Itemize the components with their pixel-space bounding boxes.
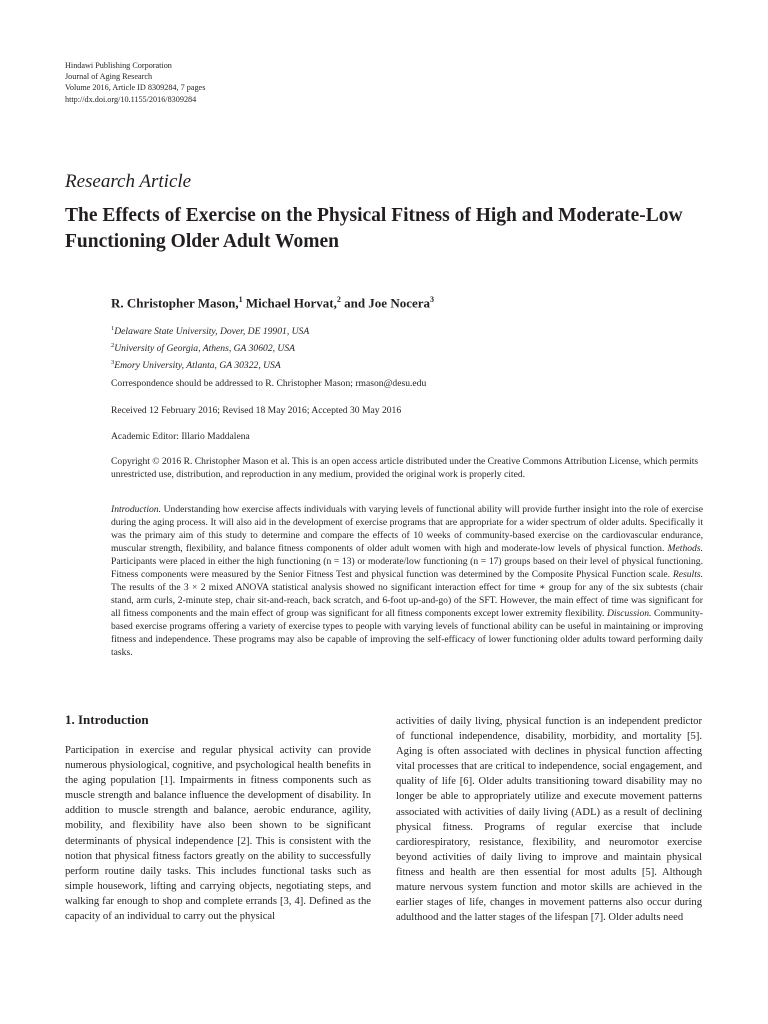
publisher-name: Hindawi Publishing Corporation — [65, 61, 172, 70]
abstract-methods-label: Methods. — [667, 543, 703, 554]
body-column-left: Participation in exercise and regular physical activity can provide numerous physiological, cognitive, and psychological health benefits in the aging population [1]. Impairments in fitness components such as muscle strength and balance influence the development of disability. In addition to muscle strength and balance, aerobic endurance, agility, mobility, and flexibility have also been shown to be significant determinants of physical independence [2]. This is consistent with the notion that physical fitness factors greatly on the ability to successfully perform routine daily tasks. This includes functional tasks such as simple housework, lifting and carrying objects, negotiating steps, and walking far enough to shop and complete errands [3, 4]. Defined as the capacity of an individual to carry out the physical — [65, 745, 371, 923]
affiliation-item — [111, 356, 309, 373]
abstract-results-text: The results of the 3 × 2 mixed ANOVA statistical analysis showed no significant interaction effect for time ∗ group for any of the six subtests (chair stand, arm curls, 2-minute step, chair sit-and-reach, back scratch, and 6-foot up-and-go) of the SFT. However, the main effect of time was significant for all fitness components and the main effect of group was significant for all fitness components except lower extremity flexibility. — [111, 582, 703, 619]
abstract-discussion-label: Discussion. — [606, 608, 652, 619]
affiliation-list — [111, 322, 309, 374]
correspondence-note: Correspondence should be addressed to R. Christopher Mason; rmason@desu.edu — [111, 378, 427, 389]
affiliation-item — [111, 339, 309, 356]
affiliation-text: Delaware State University, Dover, DE 19901, USA — [114, 326, 310, 338]
abstract — [111, 503, 703, 659]
copyright-notice: Copyright © 2016 R. Christopher Mason et al. This is an open access article distributed under the Creative Commons Attribution License, which permits unrestricted use, distribution, and reproduction in any medium, provided the original work is properly cited. — [111, 456, 699, 480]
affiliation-mark: 1 — [111, 325, 115, 332]
abstract-results-label: Results. — [672, 569, 703, 580]
submission-dates: Received 12 February 2016; Revised 18 May 2016; Accepted 30 May 2016 — [111, 405, 402, 416]
affiliation-text: University of Georgia, Athens, GA 30602, USA — [114, 343, 296, 355]
section-heading: 1. Introduction — [65, 712, 149, 727]
abstract-discussion-text: Community-based exercise programs offering a variety of exercise types to people with varying levels of functional ability can be useful in maintaining or improving fitness and independence. These programs may also be capable of improving the self-efficacy of lower functioning older adults toward performing daily tasks. — [111, 608, 703, 658]
article-title: The Effects of Exercise on the Physical Fitness of High and Moderate-Low Functioning Older Adult Women — [65, 205, 683, 252]
author-affil-mark: 3 — [430, 295, 435, 304]
article-type: Research Article — [65, 171, 192, 192]
abstract-methods-text: Participants were placed in either the high functioning (n = 13) or moderate/low functioning (n = 17) groups based on their level of physical functioning. Fitness components were measured by the Senior Fitness Test and physical function was determined by the Composite Physical Function scale. — [111, 556, 703, 580]
body-column-right: activities of daily living, physical function is an independent predictor of functional independence, disability, morbidity, and mortality [5]. Aging is often associated with declines in physical function affecting vital processes that are critical to independence, social engagement, and quality of life [6]. Older adults transitioning toward disability may no longer be able to appropriately utilize and execute movement patterns associated with activities of daily living (ADL) as a result of declining physical fitness. Programs of regular exercise that include cardiorespiratory, resistance, flexibility, and neuromotor exercise beyond activities of daily living to improve and maintain physical fitness and health are then essential for most adults [5]. Although mature nervous system function and motor skills are achieved in the earlier stages of life, changes in movement patterns also occur during adulthood and the latter stages of the lifespan [7]. Older adults need — [396, 716, 702, 924]
journal-header — [65, 60, 205, 105]
volume-info: Volume 2016, Article ID 8309284, 7 pages — [65, 83, 206, 93]
journal-name: Journal of Aging Research — [65, 72, 153, 82]
affiliation-text: Emory University, Atlanta, GA 30322, USA — [114, 360, 281, 372]
author-affil-mark: 2 — [336, 295, 341, 304]
author-list — [111, 295, 434, 311]
affiliation-mark: 3 — [111, 359, 115, 367]
doi-link[interactable]: http://dx.doi.org/10.1155/2016/8309284 — [65, 94, 197, 104]
author-name: Michael Horvat, — [242, 295, 337, 311]
affiliation-item — [111, 322, 309, 339]
abstract-intro-label: Introduction. — [111, 504, 162, 515]
affiliation-mark: 2 — [111, 342, 115, 350]
author-affil-mark: 1 — [238, 295, 243, 304]
author-name: R. Christopher Mason, — [111, 295, 239, 311]
academic-editor: Academic Editor: Illario Maddalena — [111, 431, 250, 442]
abstract-intro-text: Understanding how exercise affects individuals with varying levels of functional ability will provide further insight into the role of exercise during the aging process. It will also aid in the development of exercise programs that are appropriate for a wider spectrum of older adults. Specifically it was the primary aim of this study to determine and compare the effects of 10 weeks of community-based exercise on the cardiovascular endurance, muscular strength, flexibility, and balance fitness components of older adult women with high and moderate-low levels of physical function. — [111, 504, 703, 554]
author-name: and Joe Nocera — [340, 295, 431, 311]
